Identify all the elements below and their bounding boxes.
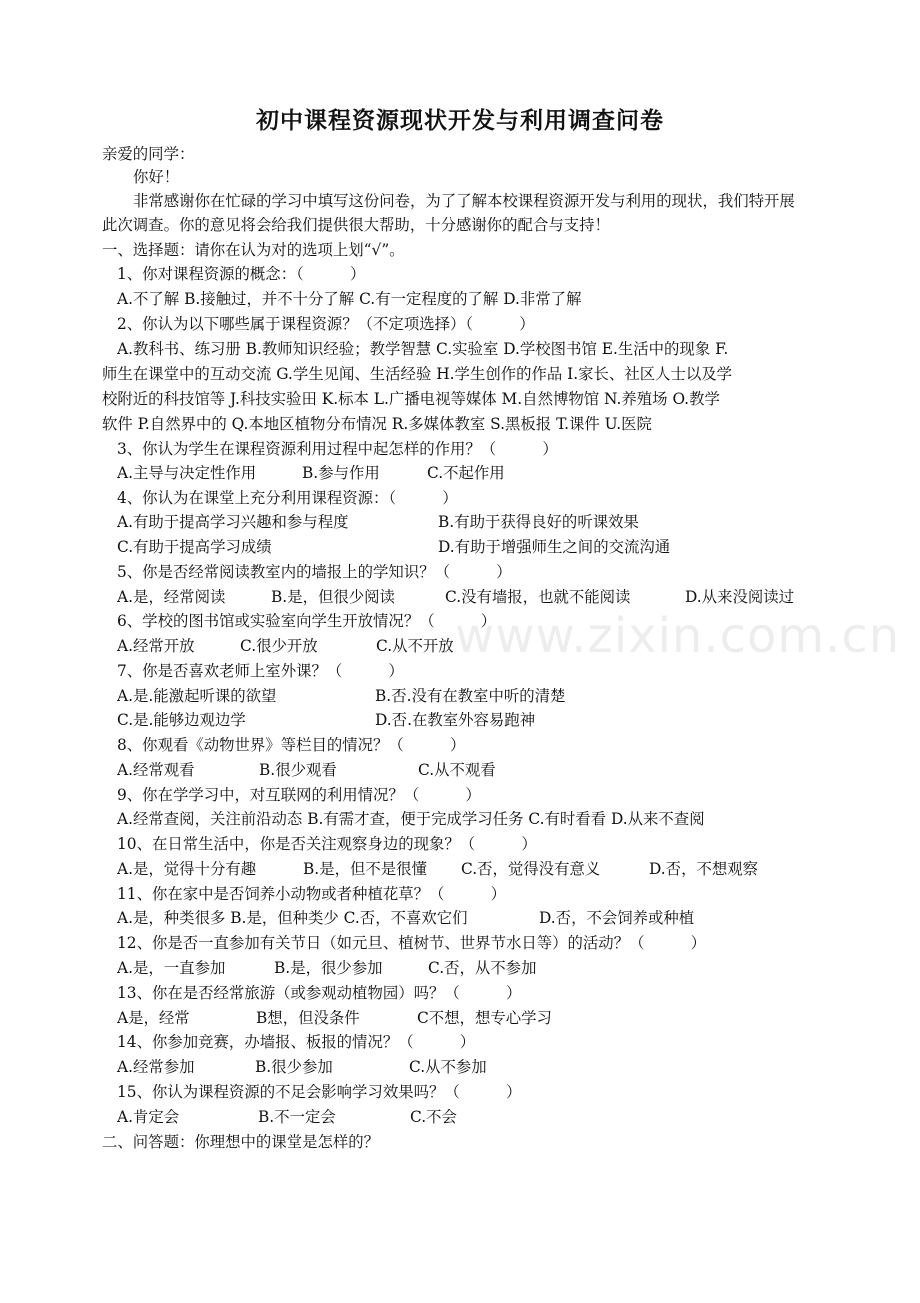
option-c: C不想，想专心学习 bbox=[417, 1009, 552, 1027]
option-b: B.有助于获得良好的听课效果 bbox=[438, 513, 639, 531]
question-3: 3、你认为学生在课程资源利用过程中起怎样的作用？（ ） bbox=[117, 440, 558, 458]
option-a: A.是.能激起听课的欲望 bbox=[117, 687, 277, 705]
option-c: C.不会 bbox=[410, 1108, 457, 1126]
option-c: C.从不开放 bbox=[376, 637, 454, 655]
option-b: B想，但没条件 bbox=[256, 1009, 360, 1027]
question-5: 5、你是否经常阅读教室内的墙报上的学知识？（ ） bbox=[117, 563, 512, 581]
question-13-options bbox=[117, 1008, 817, 1028]
question-9: 9、你在学学习中，对互联网的利用情况？（ ） bbox=[117, 786, 481, 804]
question-11: 11、你在家中是否饲养小动物或者种植花草？（ ） bbox=[117, 885, 506, 903]
question-12: 12、你是否一直参加有关节日（如元旦、植树节、世界节水日等）的活动？（ ） bbox=[117, 934, 707, 952]
option-a: A.是，经常阅读 bbox=[117, 588, 226, 606]
option-a: A.经常观看 bbox=[117, 761, 195, 779]
question-14: 14、你参加竞赛，办墙报、板报的情况？（ ） bbox=[117, 1033, 476, 1051]
question-12-options bbox=[117, 958, 817, 978]
watermark: www.zixin.com.cn bbox=[455, 608, 901, 664]
option-a: A.肯定会 bbox=[117, 1108, 180, 1126]
option-b: B.是，但不是很懂 bbox=[303, 860, 427, 878]
question-4-options-row-1 bbox=[117, 512, 817, 532]
question-4-options-row-2 bbox=[117, 537, 817, 557]
option-c: C.不起作用 bbox=[427, 464, 505, 482]
option-a: A.是，一直参加 bbox=[117, 959, 226, 977]
question-10-options bbox=[117, 859, 837, 879]
option-d: D.否，不会饲养或种植 bbox=[539, 909, 695, 927]
option-a: A是，经常 bbox=[117, 1009, 190, 1027]
option-c: C.从不参加 bbox=[409, 1058, 487, 1076]
question-2: 2、你认为以下哪些属于课程资源？（不定项选择）（ ） bbox=[117, 315, 535, 333]
option-a-b-c: A.是，种类很多 B.是，但种类少 C.否，不喜欢它们 bbox=[117, 909, 468, 927]
page-title: 初中课程资源现状开发与利用调查问卷 bbox=[256, 108, 664, 134]
option-c: C.没有墙报，也就不能阅读 bbox=[445, 588, 631, 606]
intro-line-1: 非常感谢你在忙碌的学习中填写这份问卷，为了了解本校课程资源开发与利用的现状，我们特开展 bbox=[133, 192, 795, 210]
option-a: A.主导与决定性作用 bbox=[117, 464, 257, 482]
question-4: 4、你认为在课堂上充分利用课程资源：（ ） bbox=[117, 489, 458, 507]
section-1-heading: 一、选择题：请你在认为对的选项上划“√”。 bbox=[102, 241, 405, 259]
greeting: 亲爱的同学： bbox=[102, 145, 195, 163]
question-1: 1、你对课程资源的概念：（ ） bbox=[117, 265, 366, 283]
question-13: 13、你在是否经常旅游（或参观动植物园）吗？（ ） bbox=[117, 984, 522, 1002]
option-b: B.是，但很少阅读 bbox=[271, 588, 395, 606]
question-2-options-line-3: 校附近的科技馆等 J.科技实验田 K.标本 L.广播电视等媒体 M.自然博物馆 N.养殖场 O.教学 bbox=[102, 390, 720, 408]
option-c: C.否，从不参加 bbox=[428, 959, 537, 977]
option-b: B.很少参加 bbox=[255, 1058, 333, 1076]
option-b: C.很少开放 bbox=[240, 637, 318, 655]
question-2-options-line-2: 师生在课堂中的互动交流 G.学生见闻、生活经验 H.学生创作的作品 I.家长、社区人士以及学 bbox=[102, 365, 733, 383]
question-3-options bbox=[117, 463, 817, 483]
question-10: 10、在日常生活中，你是否关注观察身边的现象？（ ） bbox=[117, 835, 537, 853]
question-1-options: A.不了解 B.接触过，并不十分了解 C.有一定程度的了解 D.非常了解 bbox=[117, 290, 582, 308]
option-d: D.否.在教室外容易跑神 bbox=[375, 711, 536, 729]
question-5-options bbox=[117, 587, 837, 607]
question-6-options bbox=[117, 636, 817, 656]
question-2-options-line-1: A.教科书、练习册 B.教师知识经验；教学智慧 C.实验室 D.学校图书馆 E.生活中的现象 F. bbox=[117, 340, 729, 358]
question-9-options: A.经常查阅，关注前沿动态 B.有需才查，便于完成学习任务 C.有时看看 D.从来不查阅 bbox=[117, 810, 705, 828]
option-b: B.参与作用 bbox=[302, 464, 380, 482]
option-c: C.否，觉得没有意义 bbox=[461, 860, 601, 878]
question-14-options bbox=[117, 1057, 817, 1077]
question-15-options bbox=[117, 1107, 817, 1127]
option-d: D.有助于增强师生之间的交流沟通 bbox=[438, 538, 671, 556]
option-c: C.从不观看 bbox=[418, 761, 496, 779]
option-c: C.是.能够边观边学 bbox=[117, 711, 246, 729]
option-b: B.是，很少参加 bbox=[274, 959, 383, 977]
question-7-options-row-1 bbox=[117, 686, 817, 706]
option-a: A.经常参加 bbox=[117, 1058, 195, 1076]
option-a: A.有助于提高学习兴趣和参与程度 bbox=[117, 513, 349, 531]
section-2-heading: 二、问答题：你理想中的课堂是怎样的？ bbox=[102, 1133, 380, 1151]
option-b: B.否.没有在教室中听的清楚 bbox=[375, 687, 566, 705]
question-8: 8、你观看《动物世界》等栏目的情况？（ ） bbox=[117, 736, 466, 754]
option-b: B.很少观看 bbox=[259, 761, 337, 779]
question-6: 6、学校的图书馆或实验室向学生开放情况？（ ） bbox=[117, 612, 497, 630]
question-11-options bbox=[117, 908, 837, 928]
question-15: 15、你认为课程资源的不足会影响学习效果吗？（ ） bbox=[117, 1083, 522, 1101]
question-7: 7、你是否喜欢老师上室外课？（ ） bbox=[117, 662, 404, 680]
question-2-options-line-4: 软件 P.自然界中的 Q.本地区植物分布情况 R.多媒体教室 S.黑板报 T.课件 U.医院 bbox=[102, 415, 652, 433]
option-b: B.不一定会 bbox=[258, 1108, 336, 1126]
option-d: D.从来没阅读过 bbox=[685, 588, 795, 606]
question-7-options-row-2 bbox=[117, 710, 817, 730]
option-a: A.经常开放 bbox=[117, 637, 195, 655]
option-c: C.有助于提高学习成绩 bbox=[117, 538, 272, 556]
option-d: D.否，不想观察 bbox=[649, 860, 759, 878]
intro-line-2: 此次调查。你的意见将会给我们提供很大帮助，十分感谢你的配合与支持！ bbox=[102, 216, 610, 234]
question-8-options bbox=[117, 760, 817, 780]
hello: 你好！ bbox=[133, 168, 180, 186]
option-a: A.是，觉得十分有趣 bbox=[117, 860, 257, 878]
